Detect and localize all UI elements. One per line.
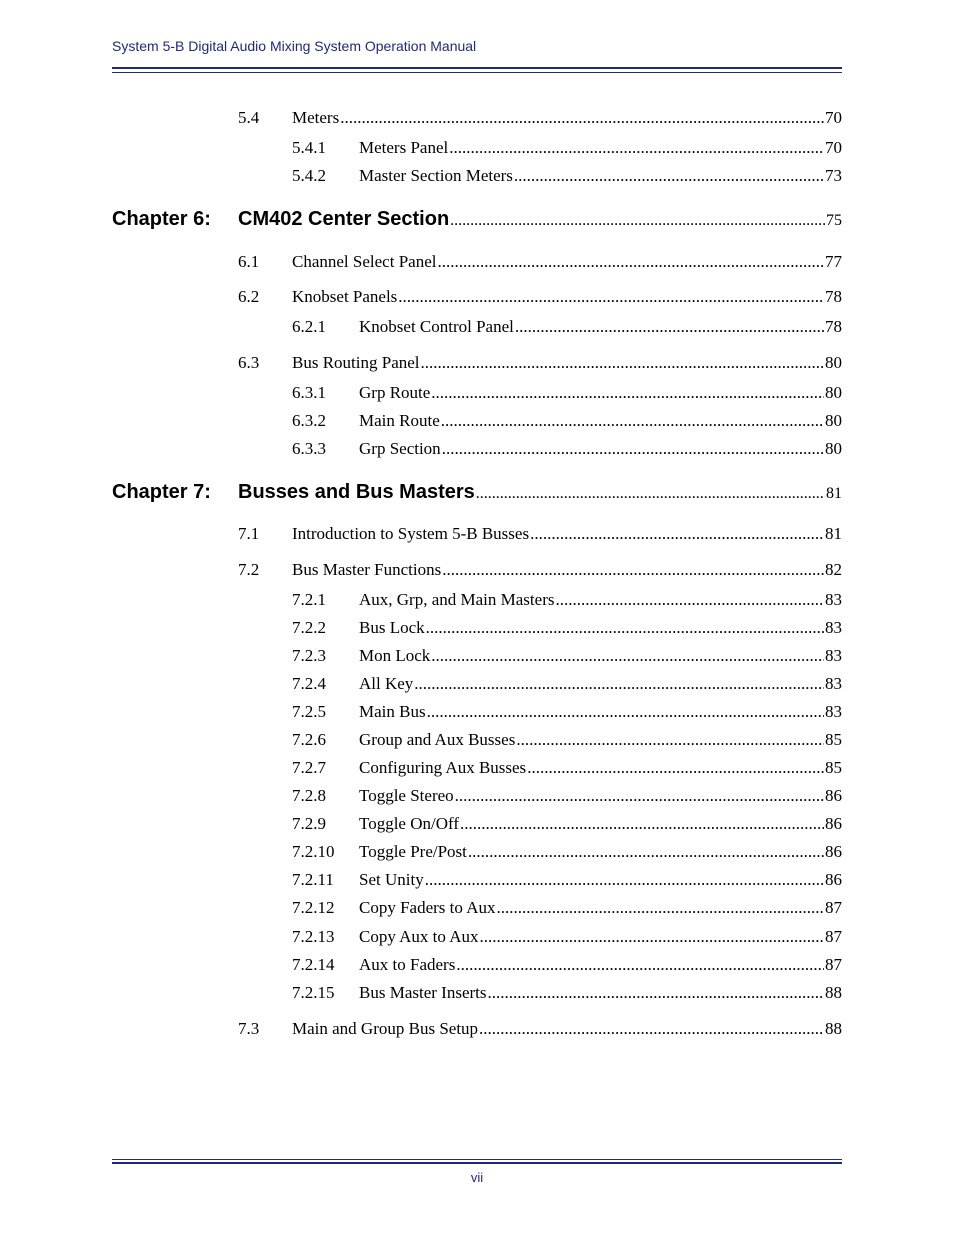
toc-entry[interactable]: [292, 955, 842, 975]
toc-page-number: 81: [825, 524, 842, 543]
toc-section-number: 7.2.3: [292, 646, 326, 665]
toc-section-number: 6.1: [238, 252, 260, 271]
toc-section-number: 6.3.1: [292, 383, 326, 402]
toc-section-number: 5.4.1: [292, 138, 326, 157]
toc-entry[interactable]: [292, 786, 842, 806]
toc-dot-leader: [340, 108, 824, 128]
toc-dot-leader: [479, 1019, 824, 1039]
toc-section-number: 6.3.3: [292, 439, 326, 458]
toc-section-number: 7.2.13: [292, 927, 335, 946]
toc-dot-leader: [398, 287, 824, 307]
toc-entry-title: Main and Group Bus Setup: [292, 1019, 479, 1038]
toc-section-number: 7.2.14: [292, 955, 335, 974]
toc-page-number: 77: [825, 252, 842, 271]
toc-entry[interactable]: [292, 383, 842, 403]
toc-dot-leader: [515, 317, 824, 337]
toc-dot-leader: [414, 674, 824, 694]
toc-entry-title: All Key: [359, 674, 414, 693]
toc-entry-title: Aux, Grp, and Main Masters: [359, 590, 555, 609]
toc-dot-leader: [480, 927, 825, 947]
toc-entry-title: Grp Route: [359, 383, 431, 402]
toc-page-number: 80: [825, 383, 842, 402]
toc-dot-leader: [426, 618, 824, 638]
toc-chapter-entry[interactable]: [112, 208, 842, 231]
toc-page-number: 82: [825, 560, 842, 579]
toc-page-number: 83: [825, 646, 842, 665]
toc-chapter-label: Chapter 7:: [112, 481, 211, 503]
toc-section-number: 7.2.4: [292, 674, 326, 693]
toc-entry[interactable]: [238, 353, 842, 373]
toc-entry-title: Meters Panel: [359, 138, 449, 157]
toc-entry[interactable]: [292, 439, 842, 459]
toc-section-number: 6.3: [238, 353, 260, 372]
toc-section-number: 7.3: [238, 1019, 260, 1038]
toc-page-number: 78: [825, 317, 842, 336]
toc-entry[interactable]: [238, 1019, 842, 1039]
toc-dot-leader: [460, 814, 824, 834]
toc-entry[interactable]: [238, 524, 842, 544]
toc-chapter-entry[interactable]: [112, 481, 842, 504]
toc-entry-title: Mon Lock: [359, 646, 431, 665]
toc-page-number: 78: [825, 287, 842, 306]
toc-dot-leader: [421, 353, 824, 373]
header-rule-thin: [112, 72, 842, 73]
toc-page-number: 87: [825, 898, 842, 917]
toc-dot-leader: [527, 758, 824, 778]
toc-dot-leader: [476, 485, 825, 503]
toc-entry[interactable]: [292, 702, 842, 722]
toc-entry-title: Set Unity: [359, 870, 424, 889]
toc-entry[interactable]: [238, 252, 842, 272]
toc-section-number: 7.2.10: [292, 842, 335, 861]
toc-page-number: 83: [825, 674, 842, 693]
toc-section-number: 6.2.1: [292, 317, 326, 336]
toc-entry-title: Main Bus: [359, 702, 426, 721]
toc-page-number: 73: [825, 166, 842, 185]
toc-dot-leader: [442, 439, 824, 459]
toc-dot-leader: [437, 252, 824, 272]
header-rule-thick: [112, 67, 842, 69]
toc-page-number: 83: [825, 590, 842, 609]
toc-page-number: 86: [825, 842, 842, 861]
toc-dot-leader: [441, 411, 824, 431]
toc-entry[interactable]: [292, 138, 842, 158]
toc-entry[interactable]: [292, 317, 842, 337]
toc-entry[interactable]: [292, 730, 842, 750]
toc-page-number: 83: [825, 702, 842, 721]
toc-dot-leader: [555, 590, 824, 610]
toc-dot-leader: [427, 702, 824, 722]
toc-entry[interactable]: [292, 898, 842, 918]
toc-entry-title: Meters: [292, 108, 340, 127]
toc-dot-leader: [450, 212, 825, 230]
toc-page-number: 86: [825, 786, 842, 805]
toc-entry-title: Toggle Stereo: [359, 786, 454, 805]
toc-page-number: 85: [825, 758, 842, 777]
toc-entry-title: Master Section Meters: [359, 166, 513, 185]
toc-entry-title: Knobset Control Panel: [359, 317, 514, 336]
toc-entry[interactable]: [238, 287, 842, 307]
toc-page-number: 87: [825, 927, 842, 946]
toc-dot-leader: [468, 842, 824, 862]
toc-entry[interactable]: [292, 618, 842, 638]
toc-section-number: 7.2.15: [292, 983, 335, 1002]
toc-section-number: 7.2.8: [292, 786, 326, 805]
toc-dot-leader: [530, 524, 824, 544]
toc-entry-title: Introduction to System 5-B Busses: [292, 524, 530, 543]
toc-dot-leader: [425, 870, 824, 890]
toc-dot-leader: [431, 646, 824, 666]
toc-entry-title: Knobset Panels: [292, 287, 398, 306]
toc-page-number: 70: [825, 138, 842, 157]
toc-entry-title: Copy Faders to Aux: [359, 898, 496, 917]
toc-entry-title: CM402 Center Section: [238, 208, 450, 230]
toc-dot-leader: [431, 383, 824, 403]
toc-section-number: 7.2.11: [292, 870, 334, 889]
toc-entry-title: Channel Select Panel: [292, 252, 437, 271]
footer-rule-thick: [112, 1162, 842, 1164]
toc-entry[interactable]: [292, 411, 842, 431]
toc-section-number: 7.2.7: [292, 758, 326, 777]
toc-page-number: 83: [825, 618, 842, 637]
toc-entry[interactable]: [292, 590, 842, 610]
toc-entry-title: Toggle On/Off: [359, 814, 460, 833]
toc-entry-title: Busses and Bus Masters: [238, 481, 475, 503]
toc-section-number: 5.4: [238, 108, 260, 127]
toc-section-number: 6.3.2: [292, 411, 326, 430]
toc-entry-title: Grp Section: [359, 439, 441, 458]
toc-entry[interactable]: [292, 870, 842, 890]
footer-page-number: vii: [470, 1170, 484, 1185]
toc-entry[interactable]: [292, 842, 842, 862]
toc-entry[interactable]: [292, 814, 842, 834]
toc-dot-leader: [496, 898, 824, 918]
toc-dot-leader: [442, 560, 824, 580]
toc-section-number: 7.2: [238, 560, 260, 579]
toc-section-number: 7.2.5: [292, 702, 326, 721]
toc-page-number: 87: [825, 955, 842, 974]
toc-section-number: 7.2.1: [292, 590, 326, 609]
toc-page-number: 80: [825, 411, 842, 430]
toc-page-number: 86: [825, 870, 842, 889]
toc-entry-title: Configuring Aux Busses: [359, 758, 527, 777]
toc-chapter-label: Chapter 6:: [112, 208, 211, 230]
toc-entry-title: Bus Routing Panel: [292, 353, 420, 372]
footer-rule-thin: [112, 1159, 842, 1160]
toc-section-number: 7.2.12: [292, 898, 335, 917]
toc-entry[interactable]: [238, 560, 842, 580]
toc-dot-leader: [487, 983, 824, 1003]
toc-entry[interactable]: [292, 674, 842, 694]
toc-page-number: 80: [825, 439, 842, 458]
toc-dot-leader: [456, 955, 824, 975]
toc-dot-leader: [516, 730, 824, 750]
toc-section-number: 5.4.2: [292, 166, 326, 185]
toc-section-number: 6.2: [238, 287, 260, 306]
toc-entry[interactable]: [238, 108, 842, 128]
toc-dot-leader: [514, 166, 824, 186]
toc-section-number: 7.2.6: [292, 730, 326, 749]
toc-entry-title: Bus Master Inserts: [359, 983, 487, 1002]
toc-entry-title: Aux to Faders: [359, 955, 456, 974]
toc-entry-title: Bus Master Functions: [292, 560, 442, 579]
toc-page-number: 75: [826, 212, 842, 229]
toc-dot-leader: [449, 138, 824, 158]
toc-entry[interactable]: [292, 758, 842, 778]
toc-entry[interactable]: [292, 646, 842, 666]
toc-section-number: 7.2.9: [292, 814, 326, 833]
toc-section-number: 7.1: [238, 524, 260, 543]
toc-page-number: 81: [826, 485, 842, 502]
toc-section-number: 7.2.2: [292, 618, 326, 637]
toc-entry[interactable]: [292, 166, 842, 186]
toc-entry-title: Main Route: [359, 411, 440, 430]
toc-page-number: 70: [825, 108, 842, 127]
toc-entry[interactable]: [292, 927, 842, 947]
toc-dot-leader: [455, 786, 824, 806]
toc-entry-title: Toggle Pre/Post: [359, 842, 467, 861]
toc-entry-title: Copy Aux to Aux: [359, 927, 479, 946]
toc-page-number: 88: [825, 1019, 842, 1038]
toc-page-number: 86: [825, 814, 842, 833]
toc-entry-title: Bus Lock: [359, 618, 425, 637]
header-title: System 5-B Digital Audio Mixing System Operation Manual: [112, 38, 477, 54]
toc-entry-title: Group and Aux Busses: [359, 730, 516, 749]
toc-page-number: 85: [825, 730, 842, 749]
toc-entry[interactable]: [292, 983, 842, 1003]
toc-page-number: 80: [825, 353, 842, 372]
toc-page-number: 88: [825, 983, 842, 1002]
